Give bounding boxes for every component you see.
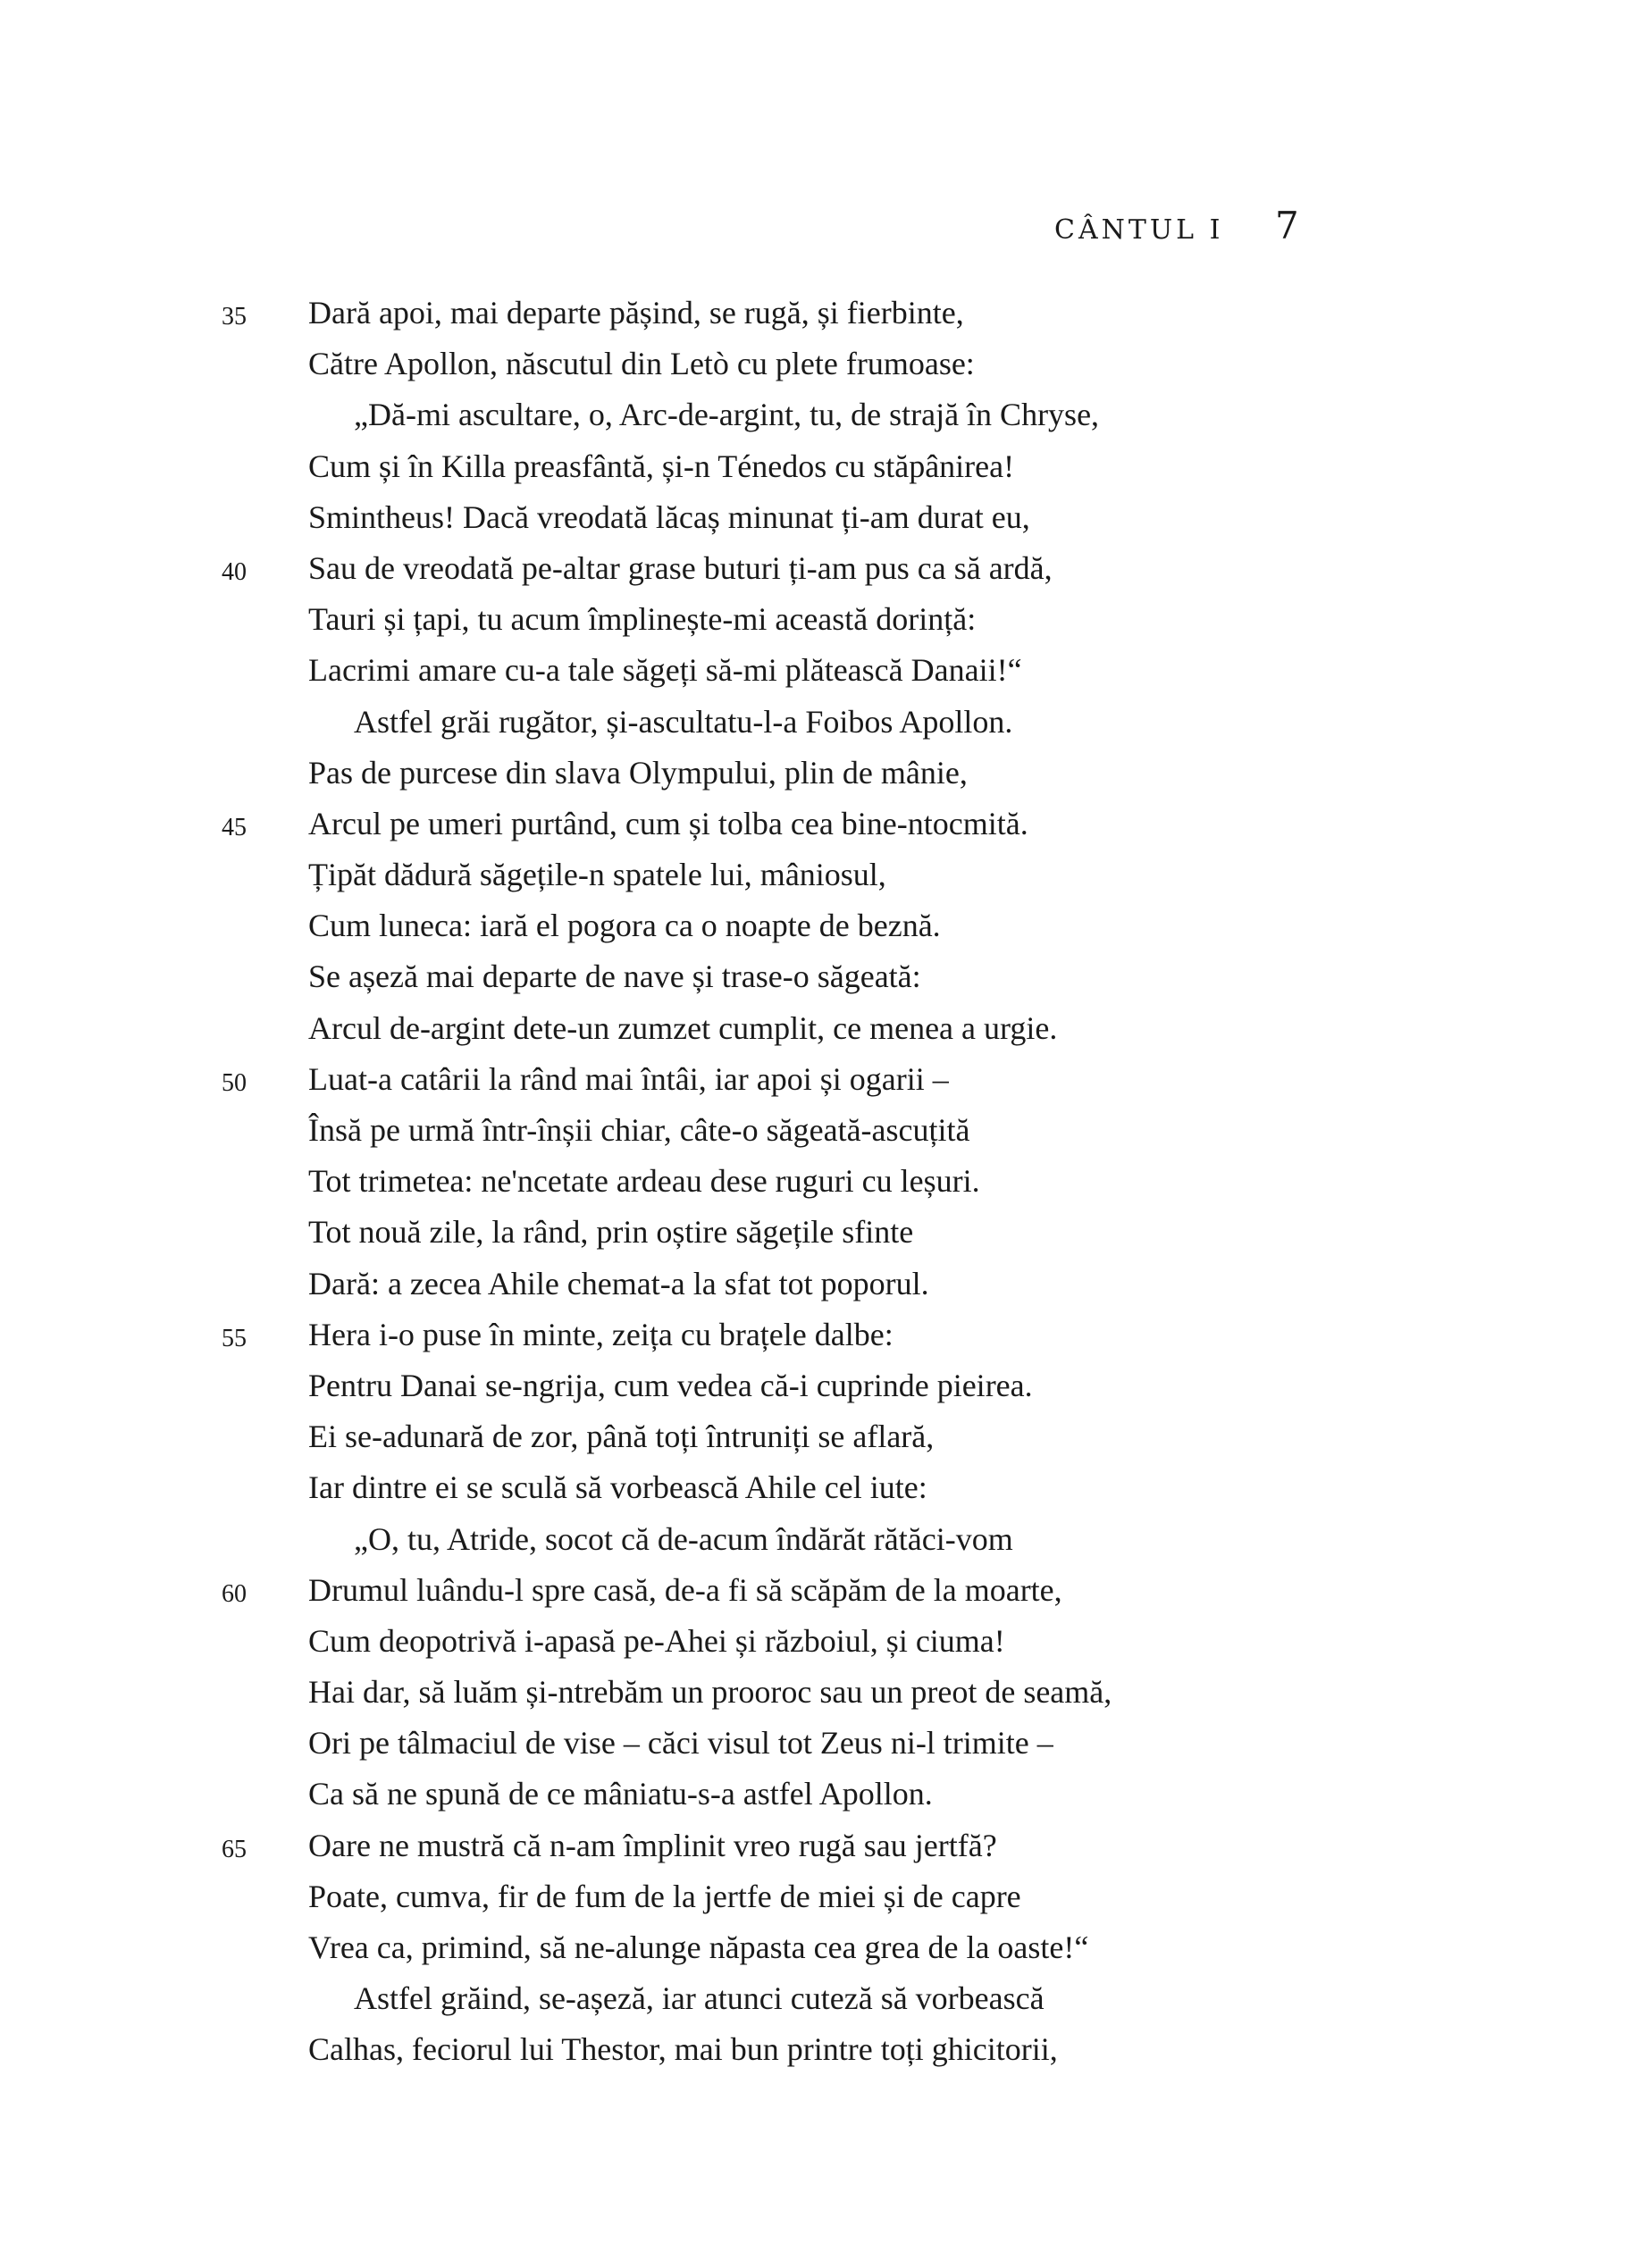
verse-line: [0, 1517, 1636, 1568]
verse-line: [0, 1006, 1636, 1057]
verse-text: Ei se-adunară de zor, până toți întruniți se aflară,: [308, 1419, 935, 1455]
verse-line: [0, 495, 1636, 546]
verse-text: Cum luneca: iară el pogora ca o noapte de beznă.: [308, 908, 941, 944]
running-head: [1054, 204, 1322, 257]
verse-line: [0, 954, 1636, 1005]
verse-line: [0, 1874, 1636, 1925]
verse-text: Hai dar, să luăm și-ntrebăm un prooroc sau un preot de seamă,: [308, 1674, 1112, 1711]
verse-line: [0, 1261, 1636, 1312]
line-number: 60: [222, 1579, 247, 1608]
verse-line: [0, 597, 1636, 648]
verse-text: Lacrimi amare cu-a tale săgeți să-mi plătească Danaii!“: [308, 652, 1022, 689]
verse-line: [0, 1159, 1636, 1209]
verse-text: Însă pe urmă într-înșii chiar, câte-o săgeată-ascuțită: [308, 1112, 970, 1148]
verse-line: [0, 852, 1636, 903]
verse-text: Astfel grăi rugător, și-ascultatu-l-a Foibos Apollon.: [354, 703, 1013, 740]
verse-text: Arcul de-argint dete-un zumzet cumplit, ce menea a urgie.: [308, 1009, 1058, 1046]
verse-line: [0, 1363, 1636, 1414]
verse-line: [0, 1771, 1636, 1822]
verse-line: [0, 341, 1636, 392]
verse-text: Ca să ne spună de ce mâniatu-s-a astfel Apollon.: [308, 1776, 933, 1812]
verse-text: Sau de vreodată pe-altar grase buturi ți-am pus ca să ardă,: [308, 549, 1053, 586]
verse-text: Astfel grăind, se-așeză, iar atunci cuteză să vorbească: [354, 1980, 1045, 2017]
verse-text: Hera i-o puse în minte, zeița cu brațele dalbe:: [308, 1316, 894, 1352]
verse-text: Tauri și țapi, tu acum împlinește-mi această dorință:: [308, 601, 977, 638]
verse-line: [0, 546, 1636, 597]
verse-text: Pentru Danai se-ngrija, cum vedea că-i cuprinde pieirea.: [308, 1367, 1033, 1403]
verse-line: [0, 1108, 1636, 1159]
verse-text: Luat-a catârii la rând mai întâi, iar apoi și ogarii –: [308, 1060, 949, 1097]
verse-line: [0, 1465, 1636, 1516]
line-number: 35: [222, 303, 247, 331]
verse-line: [0, 1312, 1636, 1363]
verse-text: Cum și în Killa preasfântă, și-n Ténedos cu stăpânirea!: [308, 448, 1015, 484]
verse-text: Ori pe tâlmaciul de vise – căci visul tot Zeus ni-l trimite –: [308, 1725, 1053, 1762]
line-number: 50: [222, 1068, 247, 1097]
line-number: 45: [222, 813, 247, 841]
verse-line: [0, 1057, 1636, 1108]
verse-line: [0, 290, 1636, 341]
verse-text: Calhas, feciorul lui Thestor, mai bun printre toți ghicitorii,: [308, 2031, 1058, 2068]
verse-block: [0, 290, 1636, 2079]
verse-text: Tot nouă zile, la rând, prin oștire săgețile sfinte: [308, 1214, 914, 1251]
verse-text: „Dă-mi ascultare, o, Arc-de-argint, tu, de strajă în Chryse,: [354, 397, 1100, 433]
verse-line: [0, 801, 1636, 852]
verse-text: „O, tu, Atride, socot că de-acum îndărăt rătăci-vom: [354, 1520, 1013, 1557]
verse-line: [0, 750, 1636, 801]
verse-text: Poate, cumva, fir de fum de la jertfe de miei și de capre: [308, 1878, 1021, 1914]
verse-line: [0, 1670, 1636, 1720]
verse-line: [0, 1619, 1636, 1670]
verse-line: [0, 1976, 1636, 2027]
line-number: 65: [222, 1835, 247, 1863]
verse-text: Cum deopotrivă i-apasă pe-Ahei și războiul, și ciuma!: [308, 1622, 1005, 1659]
verse-line: [0, 1209, 1636, 1260]
verse-text: Către Apollon, născutul din Letò cu plete frumoase:: [308, 346, 975, 382]
verse-text: Dară apoi, mai departe pășind, se rugă, și fierbinte,: [308, 295, 964, 331]
verse-line: [0, 903, 1636, 954]
verse-line: [0, 1414, 1636, 1465]
verse-line: [0, 648, 1636, 699]
verse-line: [0, 1720, 1636, 1771]
verse-line: [0, 2027, 1636, 2078]
verse-text: Smintheus! Dacă vreodată lăcaș minunat ți-am durat eu,: [308, 498, 1030, 535]
verse-line: [0, 699, 1636, 750]
verse-text: Arcul pe umeri purtând, cum și tolba cea bine-ntocmită.: [308, 805, 1028, 841]
verse-text: Pas de purcese din slava Olympului, plin de mânie,: [308, 754, 968, 791]
verse-line: [0, 1925, 1636, 1976]
verse-line: [0, 1823, 1636, 1874]
verse-text: Dară: a zecea Ahile chemat-a la sfat tot poporul.: [308, 1265, 929, 1301]
verse-text: Se așeză mai departe de nave și trase-o săgeată:: [308, 958, 921, 995]
line-number: 40: [222, 557, 247, 586]
verse-line: [0, 392, 1636, 443]
verse-text: Oare ne mustră că n-am împlinit vreo rugă sau jertfă?: [308, 1827, 997, 1863]
verse-text: Drumul luându-l spre casă, de-a fi să scăpăm de la moarte,: [308, 1571, 1062, 1608]
verse-line: [0, 1568, 1636, 1619]
line-number: 55: [222, 1324, 247, 1352]
verse-text: Iar dintre ei se sculă să vorbească Ahile cel iute:: [308, 1469, 927, 1506]
verse-text: Țipăt dădură săgețile-n spatele lui, mâniosul,: [308, 857, 886, 893]
verse-text: Tot trimetea: ne'ncetate ardeau dese ruguri cu leșuri.: [308, 1163, 980, 1200]
verse-line: [0, 444, 1636, 495]
page-number: 7: [1275, 204, 1299, 247]
verse-text: Vrea ca, primind, să ne-alunge năpasta cea grea de la oaste!“: [308, 1929, 1089, 1965]
chapter-title: CÂNTUL I: [1054, 214, 1224, 246]
